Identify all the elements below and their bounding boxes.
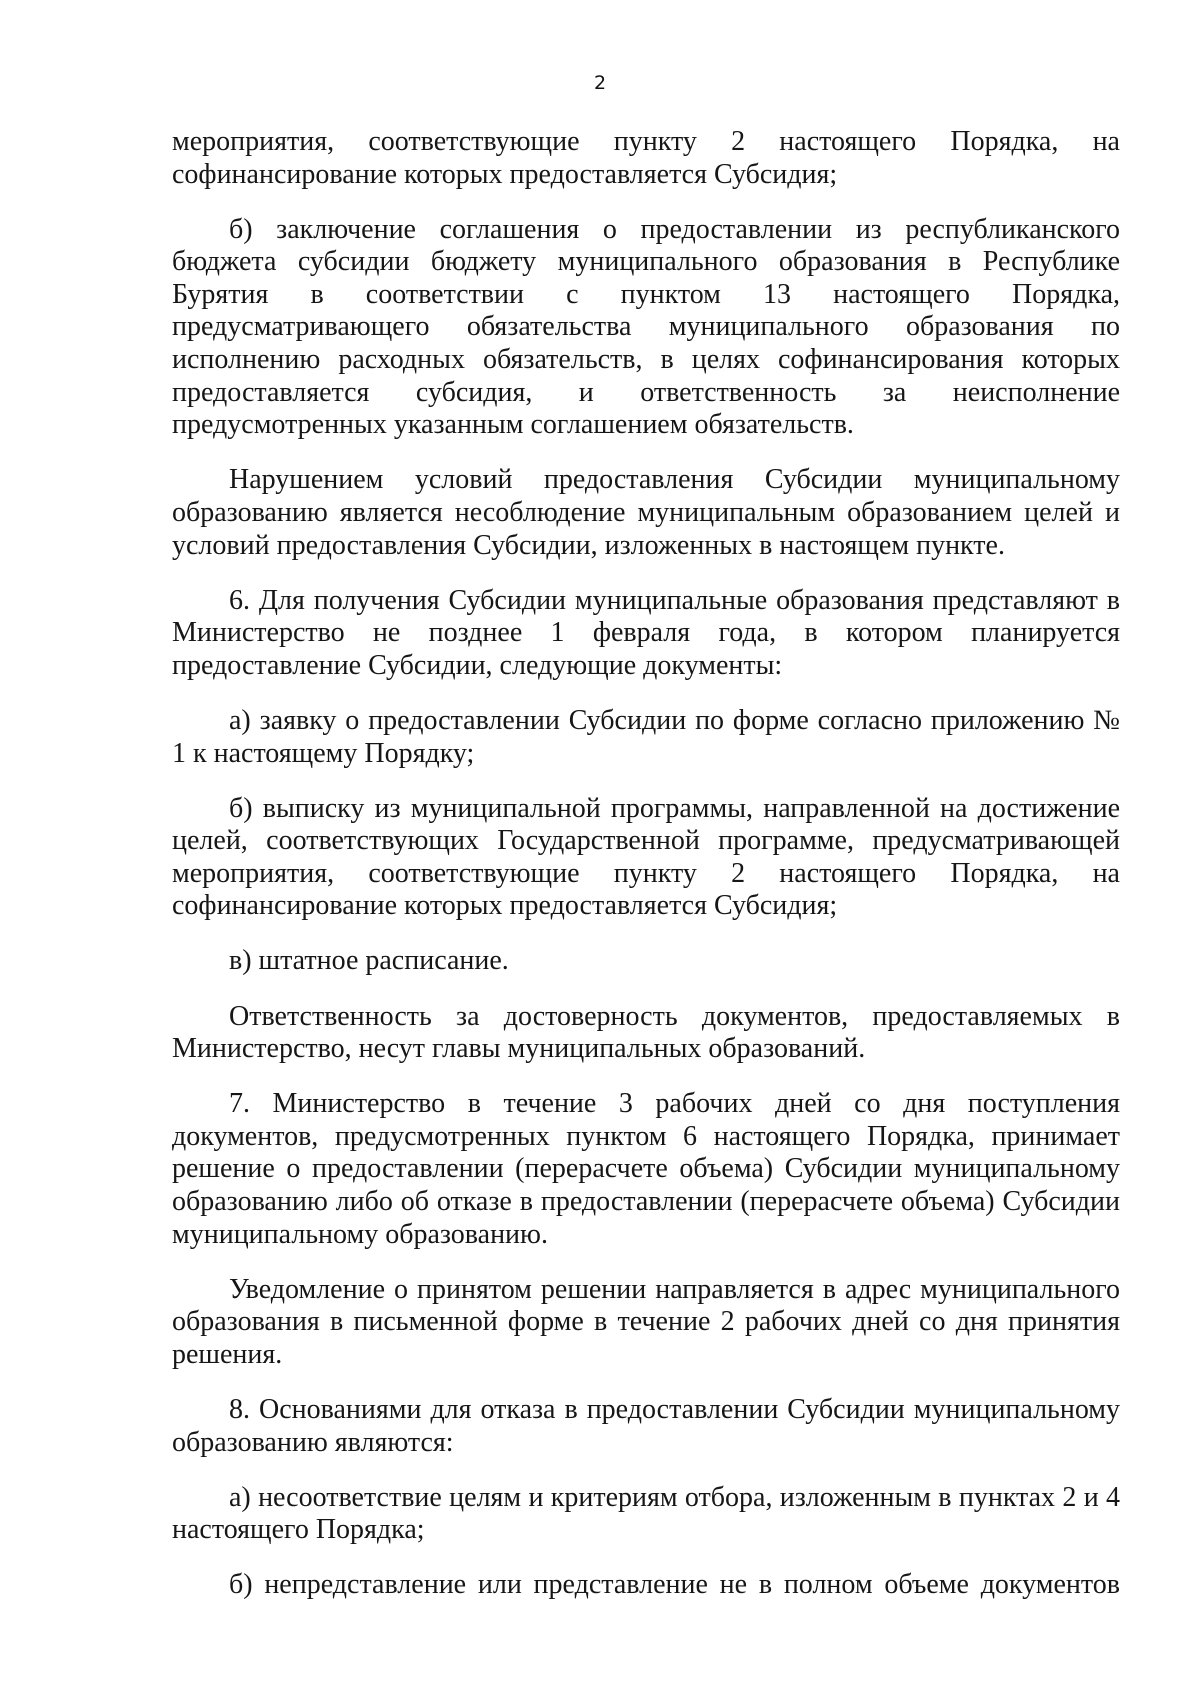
paragraph-item-v-staff-schedule: в) штатное расписание. [229,945,509,977]
paragraph-notification: Уведомление о принятом решении направляется в адрес муниципального образования в письменной форме в течение 2 рабочих дней со дня принятия решения. [172,1273,1120,1370]
paragraph-item-a-mismatch: а) несоответствие целям и критериям отбора, изложенным в пунктах 2 и 4 настоящего Порядка; [172,1481,1120,1546]
paragraph-point-8: 8. Основаниями для отказа в предоставлении Субсидии муниципальному образованию являются: [172,1394,1120,1458]
paragraph-item-b-nonsubmission: б) непредставление или представление не в полном объеме документов [229,1569,1120,1601]
paragraph-responsibility: Ответственность за достоверность документов, предоставляемых в Министерство, несут главы муниципальных образований. [172,1000,1120,1065]
paragraph-continuation: мероприятия, соответствующие пункту 2 настоящего Порядка, на софинансирование которых предоставляется Субсидия; [172,126,1120,190]
paragraph-item-b-program-extract: б) выписку из муниципальной программы, направленной на достижение целей, соответствующих Государственной программе, предусматривающей мероприятия, соответствующие пункту 2 настоящего Порядка, на софинансирование которых предоставляется Субсидия; [172,792,1120,922]
document-body [172,126,1120,1602]
page-number: 2 [593,72,607,94]
paragraph-point-7: 7. Министерство в течение 3 рабочих дней со дня поступления документов, предусмотренных пунктом 6 настоящего Порядка, принимает решение о предоставлении (перерасчете объема) Субсидии муниципальному образованию либо об отказе в предоставлении (перерасчете объема) Субсидии муниципальному образованию. [172,1088,1120,1250]
paragraph-item-b-agreement: б) заключение соглашения о предоставлении из республиканского бюджета субсидии бюджету муниципального образования в Республике Бурятия в соответствии с пунктом 13 настоящего Порядка, предусматривающего обязательства муниципального образования по исполнению расходных обязательств, в целях софинансирования которых предоставляется субсидия, и ответственность за неисполнение предусмотренных указанным соглашением обязательств. [172,213,1120,441]
paragraph-violation-conditions: Нарушением условий предоставления Субсидии муниципальному образованию является несоблюдение муниципальным образованием целей и условий предоставления Субсидии, изложенных в настоящем пункте. [172,464,1120,561]
paragraph-point-6: 6. Для получения Субсидии муниципальные образования представляют в Министерство не позднее 1 февраля года, в котором планируется предоставление Субсидии, следующие документы: [172,584,1120,681]
paragraph-item-a-application: а) заявку о предоставлении Субсидии по форме согласно приложению № 1 к настоящему Порядку; [172,704,1120,769]
